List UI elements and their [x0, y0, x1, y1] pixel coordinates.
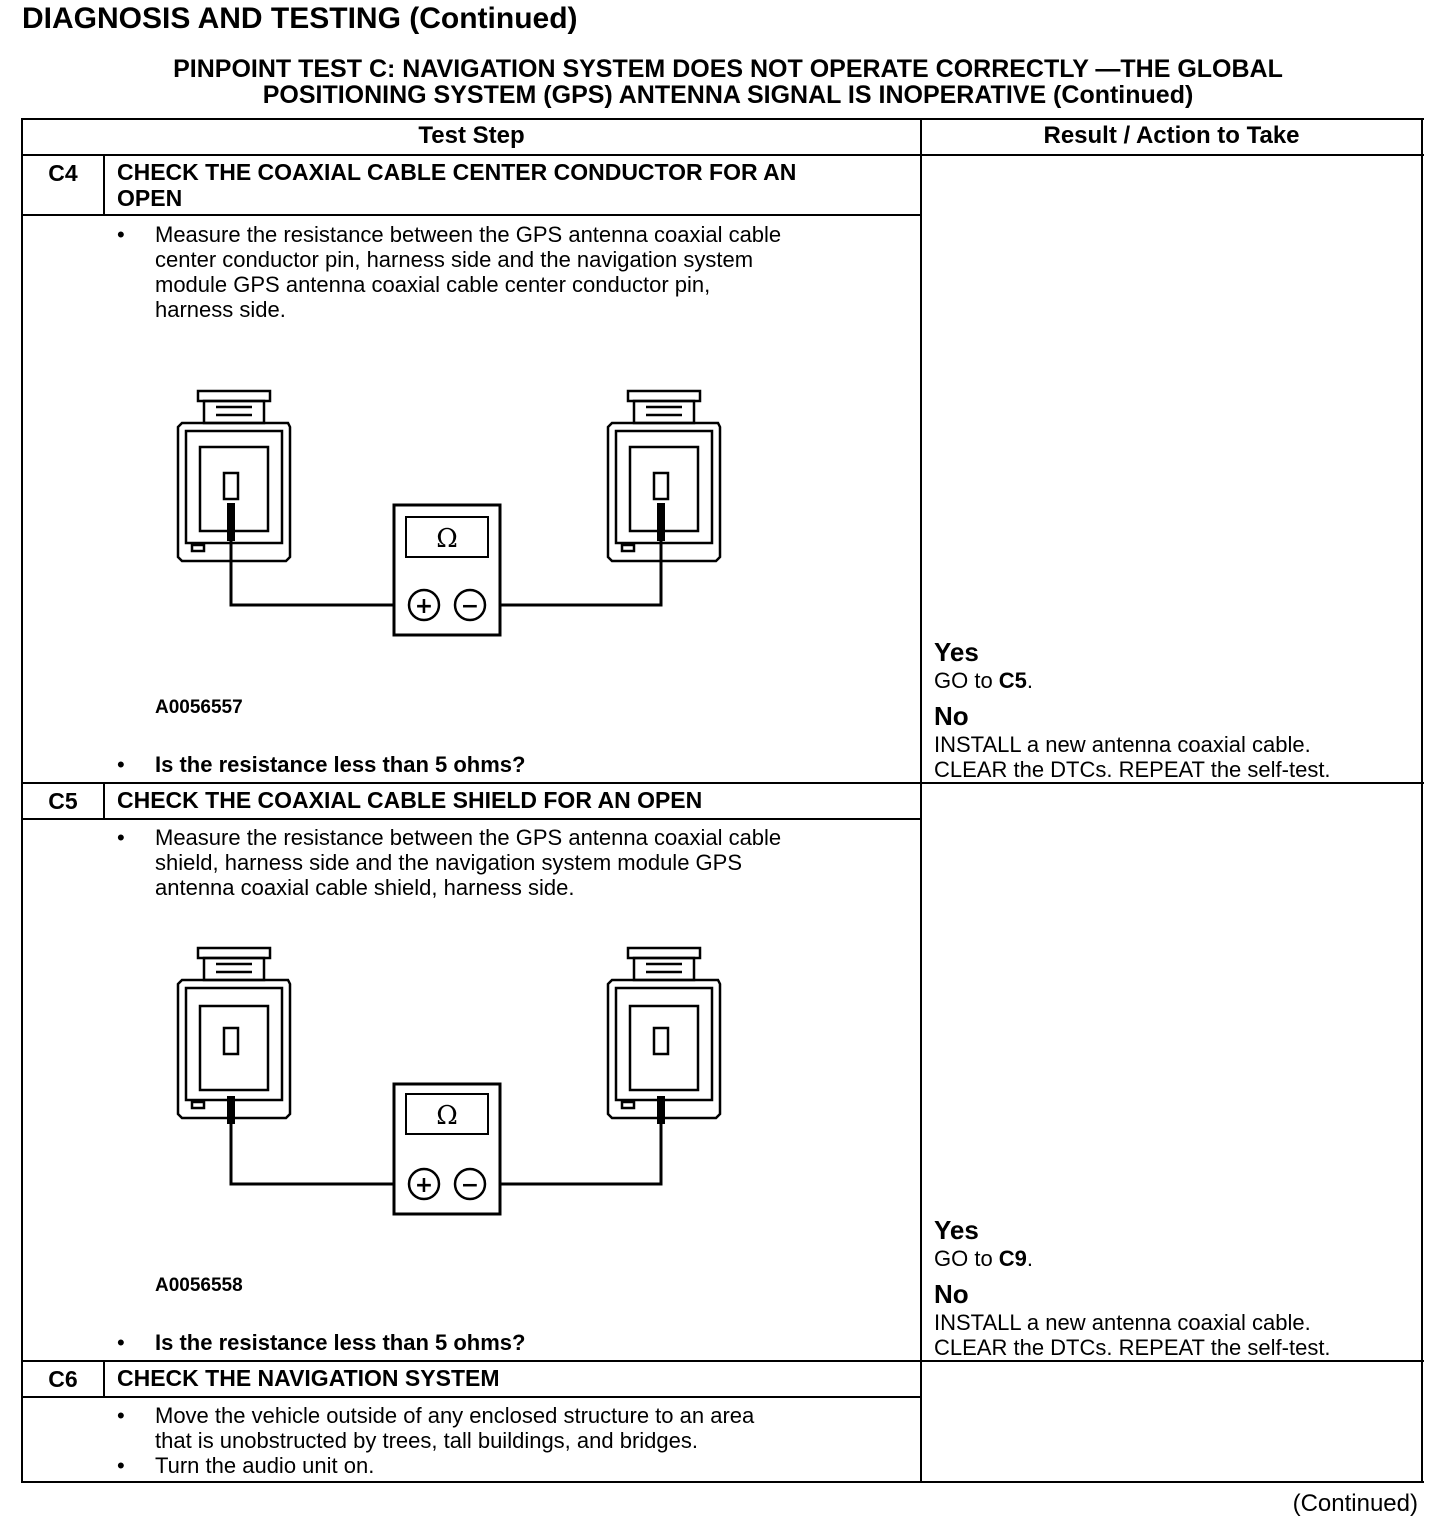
- c5-no-action-line-2: CLEAR the DTCs. REPEAT the self-test.: [934, 1335, 1331, 1360]
- bullet: •: [117, 222, 125, 247]
- c4-yes-action-prefix: GO to: [934, 668, 999, 693]
- c4-yes-label: Yes: [934, 637, 979, 667]
- c6-instruction-line: that is unobstructed by trees, tall buildings, and bridges.: [155, 1428, 698, 1453]
- ohmmeter: [394, 505, 500, 635]
- c5-no-action-line-1: INSTALL a new antenna coaxial cable.: [934, 1310, 1311, 1335]
- column-header-result: Result / Action to Take: [1043, 122, 1300, 149]
- page-title: DIAGNOSIS AND TESTING (Continued): [22, 2, 578, 35]
- c4-question-text: Is the resistance less than 5 ohms?: [155, 752, 526, 777]
- c5-instruction-line: antenna coaxial cable shield, harness side.: [155, 875, 575, 900]
- ohmmeter: [394, 1084, 500, 1214]
- c4-no-action-line-1: INSTALL a new antenna coaxial cable.: [934, 732, 1311, 757]
- c4-results: [934, 637, 1414, 782]
- bullet: •: [117, 1330, 125, 1355]
- step-id-c6: C6: [48, 1366, 78, 1392]
- c4-question: [117, 752, 907, 778]
- ohm-symbol: Ω: [436, 524, 458, 554]
- c4-instruction-line: harness side.: [155, 297, 286, 322]
- step-id-c4: C4: [48, 160, 78, 186]
- c4-goto-target: C5: [998, 668, 1027, 693]
- plus-sign: +: [414, 594, 434, 619]
- c5-wiring-diagram: [160, 940, 740, 1220]
- left-connector: [178, 948, 290, 1118]
- c5-yes-action-suffix: .: [1026, 1246, 1034, 1271]
- c5-instruction: [117, 825, 907, 905]
- figure-id-c5: A0056558: [155, 1275, 243, 1296]
- c4-instruction-line: center conductor pin, harness side and the navigation system: [155, 247, 754, 272]
- c4-instruction: [117, 222, 907, 332]
- c5-yes-action: [934, 1246, 1414, 1271]
- c4-wiring-diagram: [160, 385, 740, 645]
- c6-instruction-line: Move the vehicle outside of any enclosed structure to an area: [155, 1403, 755, 1428]
- c6-instruction-2: [117, 1453, 907, 1479]
- minus-sign: −: [460, 1173, 480, 1198]
- c4-no-label: No: [934, 701, 969, 731]
- bullet: •: [117, 1403, 125, 1428]
- pinpoint-test-title: [0, 56, 1456, 108]
- c4-no-action-line-2: CLEAR the DTCs. REPEAT the self-test.: [934, 757, 1331, 782]
- c4-yes-action-suffix: .: [1026, 668, 1034, 693]
- bullet: •: [117, 752, 125, 777]
- step-title-c4: [117, 159, 796, 211]
- step-title-c4-line-1: CHECK THE COAXIAL CABLE CENTER CONDUCTOR FOR AN: [117, 159, 797, 185]
- column-header-test-step: Test Step: [418, 122, 525, 149]
- plus-sign: +: [414, 1173, 434, 1198]
- continued-label: (Continued): [1292, 1490, 1418, 1517]
- right-connector: [608, 948, 720, 1118]
- step-title-c6: CHECK THE NAVIGATION SYSTEM: [117, 1365, 500, 1391]
- step-title-c5: CHECK THE COAXIAL CABLE SHIELD FOR AN OPEN: [117, 787, 703, 813]
- bullet: •: [117, 1453, 125, 1478]
- c5-instruction-line: Measure the resistance between the GPS antenna coaxial cable: [155, 825, 782, 850]
- c5-question: [117, 1330, 907, 1356]
- step-title-c4-line-2: OPEN: [117, 185, 183, 211]
- c5-yes-label: Yes: [934, 1215, 979, 1245]
- c5-goto-target: C9: [998, 1246, 1027, 1271]
- c6-instruction-2-text: Turn the audio unit on.: [155, 1453, 375, 1478]
- c5-instruction-line: shield, harness side and the navigation system module GPS: [155, 850, 742, 875]
- test-title-line-2: POSITIONING SYSTEM (GPS) ANTENNA SIGNAL IS INOPERATIVE (Continued): [262, 81, 1194, 109]
- bullet: •: [117, 825, 125, 850]
- c6-instruction-1: [117, 1403, 907, 1455]
- c4-yes-action: [934, 668, 1414, 693]
- c4-instruction-line: module GPS antenna coaxial cable center conductor pin,: [155, 272, 711, 297]
- figure-id-c4: A0056557: [155, 697, 243, 718]
- minus-sign: −: [460, 594, 480, 619]
- c5-no-label: No: [934, 1279, 969, 1309]
- c4-instruction-line: Measure the resistance between the GPS antenna coaxial cable: [155, 222, 782, 247]
- ohm-symbol: Ω: [436, 1101, 458, 1131]
- c5-yes-action-prefix: GO to: [934, 1246, 999, 1271]
- c5-results: [934, 1215, 1414, 1360]
- step-id-c5: C5: [48, 788, 78, 814]
- c5-question-text: Is the resistance less than 5 ohms?: [155, 1330, 526, 1355]
- test-title-line-1: PINPOINT TEST C: NAVIGATION SYSTEM DOES NOT OPERATE CORRECTLY —THE GLOBAL: [173, 55, 1283, 83]
